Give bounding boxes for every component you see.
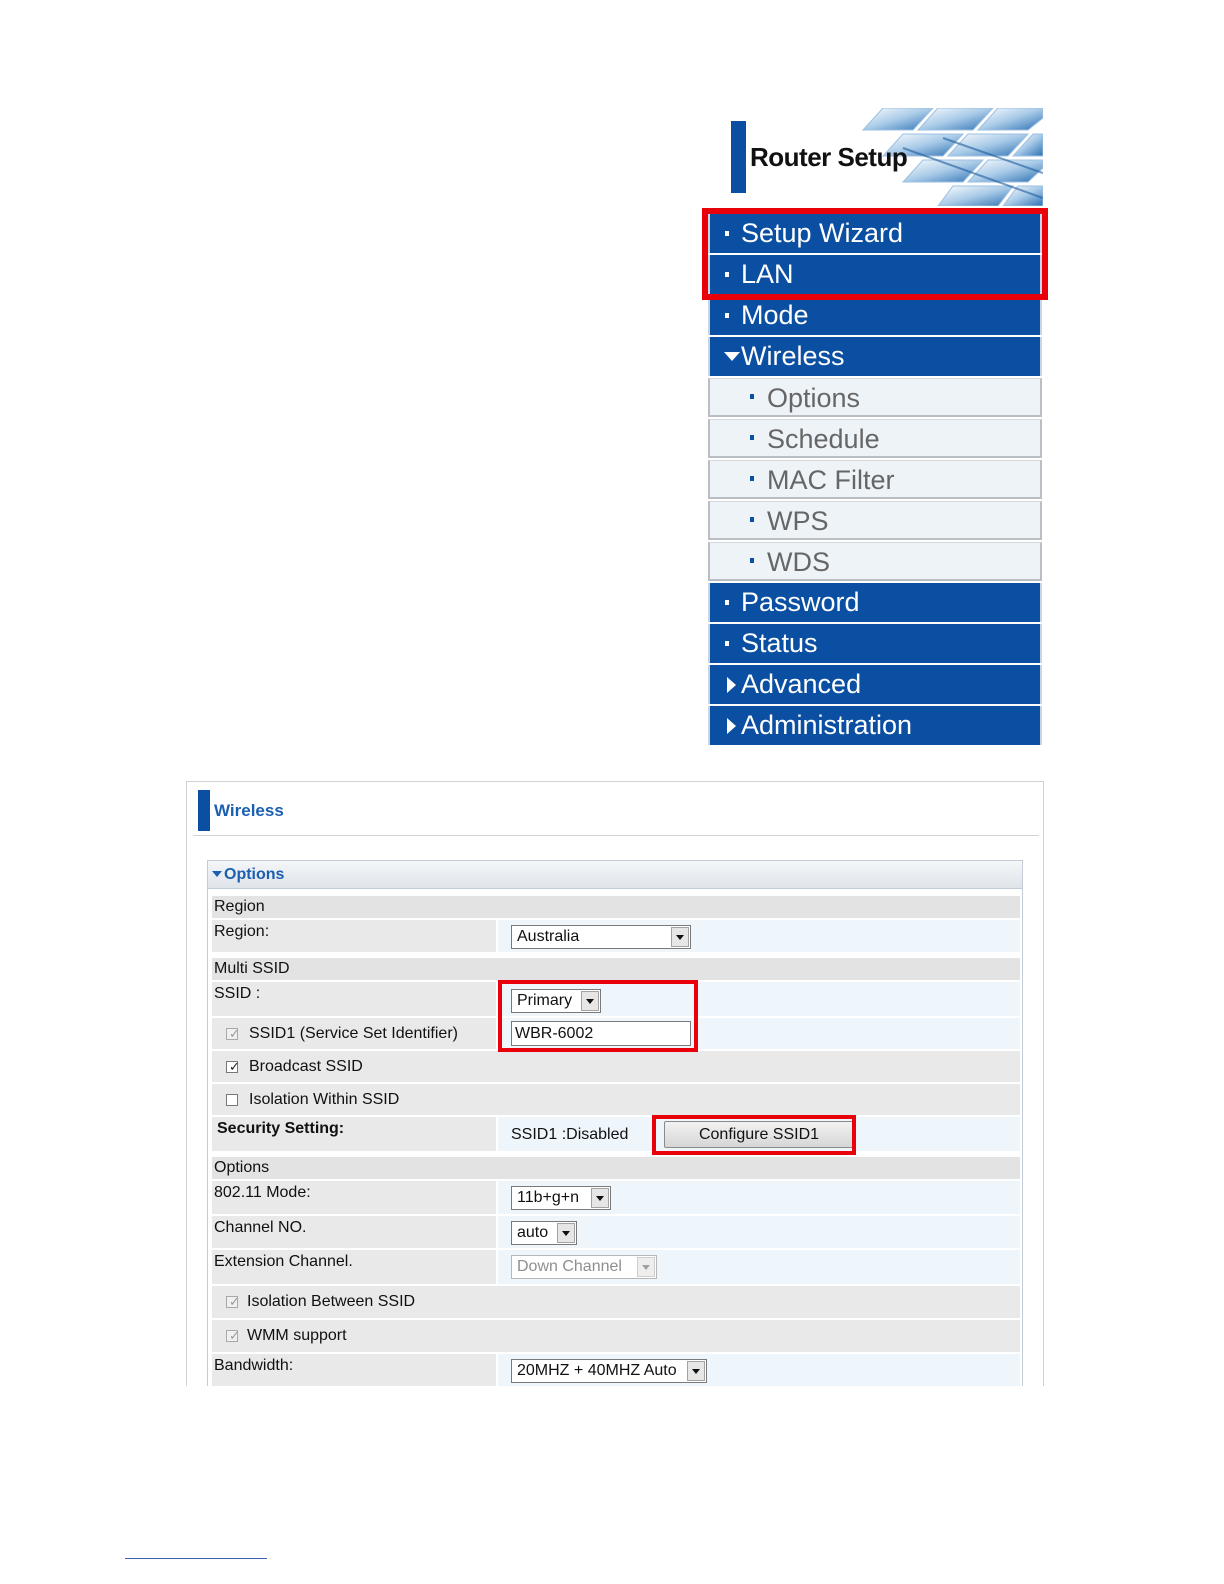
menu-item-label: LAN xyxy=(741,259,794,289)
isolation-between-ssid-label: Isolation Between SSID xyxy=(247,1293,416,1310)
menu-item-label: WPS xyxy=(767,506,829,536)
submenu-item-options[interactable] xyxy=(708,378,1042,417)
dropdown-arrow-icon xyxy=(557,1223,575,1243)
security-setting-label: Security Setting: xyxy=(217,1120,345,1137)
label-cell xyxy=(212,1117,496,1151)
dropdown-arrow-icon xyxy=(671,927,689,947)
submenu-item-schedule[interactable] xyxy=(708,419,1042,458)
collapsed-triangle-icon xyxy=(727,677,736,693)
ssid-select-value: Primary xyxy=(517,992,573,1009)
menu-highlight-box xyxy=(702,208,1048,300)
row-broadcast-ssid xyxy=(212,1051,1020,1082)
dropdown-arrow-icon xyxy=(687,1361,705,1381)
section-options xyxy=(212,1157,1020,1179)
region-label: Region: xyxy=(214,923,270,940)
bullet-icon xyxy=(750,394,754,399)
menu-item-label: Schedule xyxy=(767,424,880,454)
row-security-setting xyxy=(212,1117,1020,1151)
value-cell xyxy=(498,920,1020,952)
menu-item-label: Setup Wizard xyxy=(741,218,904,248)
bandwidth-select-value: 20MHZ + 40MHZ Auto xyxy=(517,1362,677,1379)
configure-ssid1-button[interactable]: Configure SSID1 xyxy=(664,1121,854,1148)
dropdown-arrow-icon xyxy=(591,1188,609,1208)
checkmark-icon: ✓ xyxy=(229,1294,240,1309)
ssid-label: SSID : xyxy=(214,985,261,1002)
expanded-triangle-icon xyxy=(724,352,740,361)
label-cell xyxy=(212,1018,496,1049)
footer-underline xyxy=(125,1558,267,1559)
extension-channel-select-value: Down Channel xyxy=(517,1258,622,1275)
ssid1-label: SSID1 (Service Set Identifier) xyxy=(249,1025,458,1042)
security-status-text: SSID1 :Disabled xyxy=(511,1126,629,1143)
row-isolation-between-ssid xyxy=(212,1286,1020,1318)
value-cell xyxy=(498,1181,1020,1214)
section-title: Region xyxy=(214,898,265,915)
label-cell xyxy=(212,1216,496,1248)
label-cell xyxy=(212,920,496,952)
label-cell xyxy=(212,1181,496,1214)
menu-item-label: Advanced xyxy=(741,669,862,699)
wmm-support-checkbox[interactable] xyxy=(226,1330,238,1342)
row-wmm-support xyxy=(212,1320,1020,1352)
bullet-icon xyxy=(750,517,754,522)
mode-label: 802.11 Mode: xyxy=(214,1184,311,1201)
value-cell xyxy=(498,1250,1020,1284)
mode-select[interactable] xyxy=(511,1186,611,1210)
menu-item-password[interactable] xyxy=(708,583,1042,622)
menu-item-label: Options xyxy=(767,383,861,413)
row-80211-mode xyxy=(212,1181,1020,1214)
extension-channel-select[interactable] xyxy=(511,1255,657,1279)
panel-accent-bar xyxy=(198,790,210,831)
router-setup-title: Router Setup xyxy=(750,142,908,172)
region-select[interactable] xyxy=(511,925,691,949)
submenu-item-wps[interactable] xyxy=(708,501,1042,540)
menu-item-label: Status xyxy=(741,628,818,658)
expanded-triangle-icon xyxy=(212,871,222,877)
section-multi-ssid xyxy=(212,958,1020,980)
bullet-icon xyxy=(750,558,754,563)
extension-channel-label: Extension Channel. xyxy=(214,1253,353,1270)
options-header-label: Options xyxy=(224,866,285,883)
channel-select[interactable] xyxy=(511,1221,577,1245)
ssid-highlight-box xyxy=(498,980,698,1052)
menu-item-label: Password xyxy=(741,587,860,617)
panel-divider xyxy=(193,835,1039,836)
checkmark-icon: ✓ xyxy=(229,1026,240,1041)
menu-item-label: Administration xyxy=(741,710,913,740)
wmm-support-label: WMM support xyxy=(247,1327,347,1344)
channel-select-value: auto xyxy=(517,1224,549,1241)
bullet-icon xyxy=(725,641,729,646)
mode-select-value: 11b+g+n xyxy=(517,1189,579,1206)
row-channel xyxy=(212,1216,1020,1248)
collapsed-triangle-icon xyxy=(727,718,736,734)
menu-item-mode[interactable] xyxy=(708,296,1042,335)
section-title: Options xyxy=(214,1159,270,1176)
bandwidth-label: Bandwidth: xyxy=(214,1357,294,1374)
panel-title: Wireless xyxy=(214,801,284,820)
dropdown-arrow-icon xyxy=(637,1257,655,1277)
region-select-value: Australia xyxy=(517,928,580,945)
menu-item-administration[interactable] xyxy=(708,706,1042,745)
isolation-within-ssid-label: Isolation Within SSID xyxy=(249,1091,400,1108)
menu-item-label: MAC Filter xyxy=(767,465,895,495)
label-cell xyxy=(212,982,496,1016)
bullet-icon xyxy=(750,435,754,440)
checkmark-icon: ✓ xyxy=(229,1059,240,1074)
row-bandwidth xyxy=(212,1354,1020,1386)
row-region xyxy=(212,920,1020,952)
configure-highlight-box xyxy=(652,1115,856,1155)
row-isolation-within-ssid xyxy=(212,1084,1020,1115)
options-frame xyxy=(207,860,1023,1386)
value-cell xyxy=(498,1354,1020,1386)
menu-item-label: Wireless xyxy=(741,341,845,371)
broadcast-ssid-label: Broadcast SSID xyxy=(249,1058,363,1075)
menu-item-label: Mode xyxy=(741,300,809,330)
submenu-item-mac-filter[interactable] xyxy=(708,460,1042,499)
channel-label: Channel NO. xyxy=(214,1219,307,1236)
wireless-panel xyxy=(186,781,1044,1386)
section-region xyxy=(212,896,1020,918)
value-cell xyxy=(498,1216,1020,1248)
label-cell xyxy=(212,1250,496,1284)
menu-item-wireless[interactable] xyxy=(708,337,1042,376)
router-setup-header xyxy=(710,108,1043,206)
menu-item-advanced[interactable] xyxy=(708,665,1042,704)
isolation-between-ssid-checkbox[interactable] xyxy=(226,1296,238,1308)
label-cell xyxy=(212,1354,496,1386)
menu-item-label: WDS xyxy=(767,547,830,577)
section-title: Multi SSID xyxy=(214,960,290,977)
header-accent-bar xyxy=(731,121,746,193)
menu-item-status[interactable] xyxy=(708,624,1042,663)
checkmark-icon: ✓ xyxy=(229,1328,240,1343)
isolation-within-ssid-checkbox[interactable] xyxy=(226,1094,238,1106)
bandwidth-select[interactable] xyxy=(511,1359,707,1383)
ssid1-input-value: WBR-6002 xyxy=(515,1025,594,1042)
broadcast-ssid-checkbox[interactable] xyxy=(226,1061,238,1073)
options-header[interactable] xyxy=(208,861,1022,889)
ssid1-checkbox[interactable] xyxy=(226,1028,238,1040)
row-extension-channel xyxy=(212,1250,1020,1284)
submenu-item-wds[interactable] xyxy=(708,542,1042,581)
bullet-icon xyxy=(750,476,754,481)
bullet-icon xyxy=(725,313,729,318)
bullet-icon xyxy=(725,600,729,605)
